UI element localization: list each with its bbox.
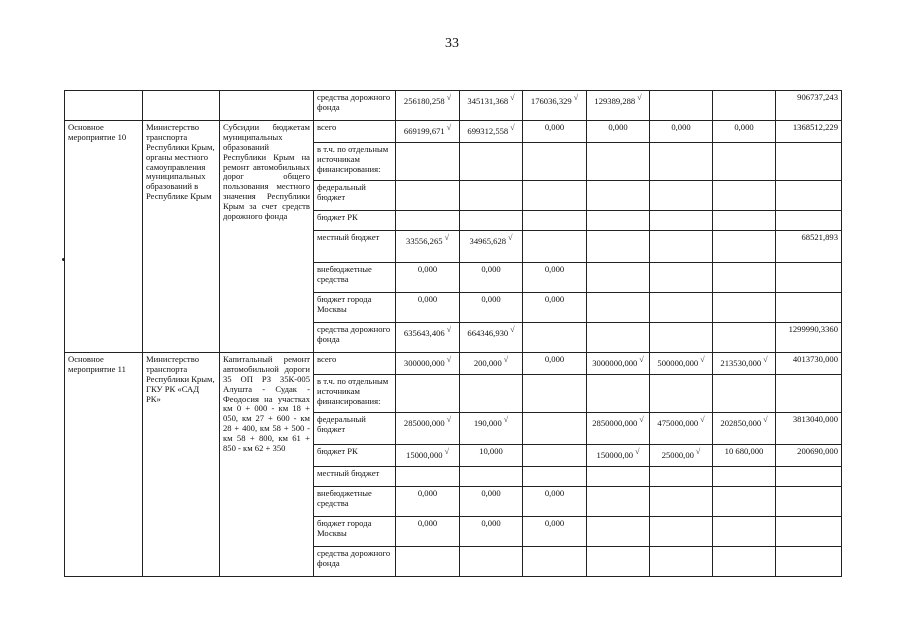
total-cell: 1368512,229 (776, 121, 842, 143)
source-cell: средства дорожного фонда (314, 547, 396, 577)
check-mark: √ (639, 415, 644, 424)
source-cell: местный бюджет (314, 231, 396, 263)
check-mark: √ (503, 415, 509, 424)
table-row (65, 121, 842, 143)
check-mark: √ (763, 415, 768, 424)
source-cell: внебюджетные средства (314, 487, 396, 517)
executor-cell (143, 91, 220, 121)
source-cell: внебюджетные средства (314, 263, 396, 293)
value-cell: 0,000 (523, 517, 587, 547)
value-cell: 200,000 (473, 357, 502, 368)
total-cell: 1299990,3360 (776, 323, 842, 353)
check-mark: √ (444, 233, 449, 242)
value-cell: 0,000 (460, 293, 523, 323)
value-cell: 0,000 (523, 487, 587, 517)
value-cell: 475000,000 (657, 417, 699, 428)
source-cell: средства дорожного фонда (314, 323, 396, 353)
scan-speck (62, 258, 65, 261)
source-cell: федеральный бюджет (314, 413, 396, 445)
value-cell: 190,000 (473, 417, 502, 428)
value-cell: 34965,628 (469, 235, 507, 246)
value-cell: 0,000 (460, 487, 523, 517)
source-cell: в т.ч. по отдельным источникам финансирования: (314, 143, 396, 181)
value-cell: 10,000 (460, 445, 523, 467)
group-name-cell (65, 91, 143, 121)
check-mark: √ (446, 93, 452, 102)
source-cell: бюджет города Москвы (314, 293, 396, 323)
check-mark: √ (695, 447, 701, 456)
table-row (65, 91, 842, 121)
value-cell: 3000000,000 (592, 357, 638, 368)
value-cell: 0,000 (523, 121, 587, 143)
value-cell: 129389,288 (594, 95, 636, 106)
value-cell: 0,000 (460, 517, 523, 547)
source-cell: всего (314, 121, 396, 143)
check-mark: √ (639, 355, 644, 364)
value-cell: 0,000 (396, 517, 460, 547)
value-cell: 635643,406 (403, 327, 445, 338)
value-cell (713, 91, 776, 121)
value-cell: 669199,671 (403, 125, 445, 136)
total-cell: 3813040,000 (776, 413, 842, 445)
value-cell: 15000,000 (406, 449, 443, 460)
source-cell: в т.ч. по отдельным источникам финансирования: (314, 375, 396, 413)
executor-m10: Министерство транспорта Республики Крым, органы местного самоуправления муниципальных образований в Республике Крым (143, 121, 220, 353)
page-number: 33 (445, 36, 459, 51)
value-cell: 33556,265 (406, 235, 443, 246)
total-cell: 906737,243 (776, 91, 842, 121)
value-cell: 256180,258 (403, 95, 445, 106)
total-cell: 200690,000 (776, 445, 842, 467)
total-cell: 4013730,000 (776, 353, 842, 375)
check-mark: √ (510, 123, 515, 132)
check-mark: √ (446, 355, 452, 364)
value-cell: 285000,000 (403, 417, 445, 428)
check-mark: √ (700, 415, 705, 424)
check-mark: √ (446, 325, 452, 334)
value-cell: 699312,558 (467, 125, 509, 136)
value-cell: 0,000 (587, 121, 650, 143)
value-cell: 213530,000 (720, 357, 762, 368)
value-cell: 176036,329 (530, 95, 572, 106)
group-name-m10: Основное мероприятие 10 (65, 121, 143, 353)
value-cell: 300000,000 (403, 357, 445, 368)
value-cell: 345131,368 (467, 95, 509, 106)
value-cell: 0,000 (460, 263, 523, 293)
total-cell: 68521,893 (776, 231, 842, 263)
executor-m11: Министерство транспорта Республики Крым, ГКУ РК «САД РК» (143, 353, 220, 577)
check-mark: √ (763, 355, 768, 364)
description-m10: Субсидии бюджетам муниципальных образований Республики Крым на ремонт автомобильных дорог общего пользования местного значения Республики Крым за счет средств дорожного фонда (220, 121, 314, 353)
source-cell: бюджет РК (314, 445, 396, 467)
check-mark: √ (637, 93, 642, 102)
source-cell: средства дорожного фонда (314, 91, 396, 121)
check-mark: √ (700, 355, 705, 364)
value-cell: 0,000 (650, 121, 713, 143)
value-cell: 500000,000 (657, 357, 699, 368)
source-cell: местный бюджет (314, 467, 396, 487)
value-cell: 10 680,000 (713, 445, 776, 467)
table-row (65, 353, 842, 375)
check-mark: √ (510, 93, 515, 102)
source-cell: всего (314, 353, 396, 375)
value-cell: 25000,00 (661, 449, 694, 460)
check-mark: √ (510, 325, 515, 334)
value-cell: 2850000,000 (592, 417, 638, 428)
value-cell: 0,000 (396, 487, 460, 517)
check-mark: √ (573, 93, 579, 102)
value-cell: 0,000 (523, 293, 587, 323)
description-m11: Капитальный ремонт автомобильной дороги 35 ОП РЗ 35К-005 Алушта - Судак - Феодосия на участках км 0 + 000 - км 18 + 050, км 27 + 600 - км 28 + 400, км 58 + 500 - км 58 + 800, км 61 + 850 - км 62 + 350 (220, 353, 314, 577)
value-cell: 0,000 (523, 263, 587, 293)
budget-table (64, 90, 842, 577)
check-mark: √ (446, 123, 452, 132)
value-cell: 0,000 (396, 263, 460, 293)
check-mark: √ (446, 415, 452, 424)
check-mark: √ (503, 355, 509, 364)
value-cell: 664346,930 (467, 327, 509, 338)
source-cell: бюджет РК (314, 211, 396, 231)
group-name-m11: Основное мероприятие 11 (65, 353, 143, 577)
value-cell: 202850,000 (720, 417, 762, 428)
value-cell: 0,000 (713, 121, 776, 143)
source-cell: федеральный бюджет (314, 181, 396, 211)
description-cell (220, 91, 314, 121)
check-mark: √ (444, 447, 449, 456)
value-cell: 0,000 (396, 293, 460, 323)
value-cell: 150000,00 (596, 449, 634, 460)
value-cell: 0,000 (523, 353, 587, 375)
check-mark: √ (635, 447, 640, 456)
check-mark: √ (508, 233, 513, 242)
value-cell (650, 91, 713, 121)
source-cell: бюджет города Москвы (314, 517, 396, 547)
